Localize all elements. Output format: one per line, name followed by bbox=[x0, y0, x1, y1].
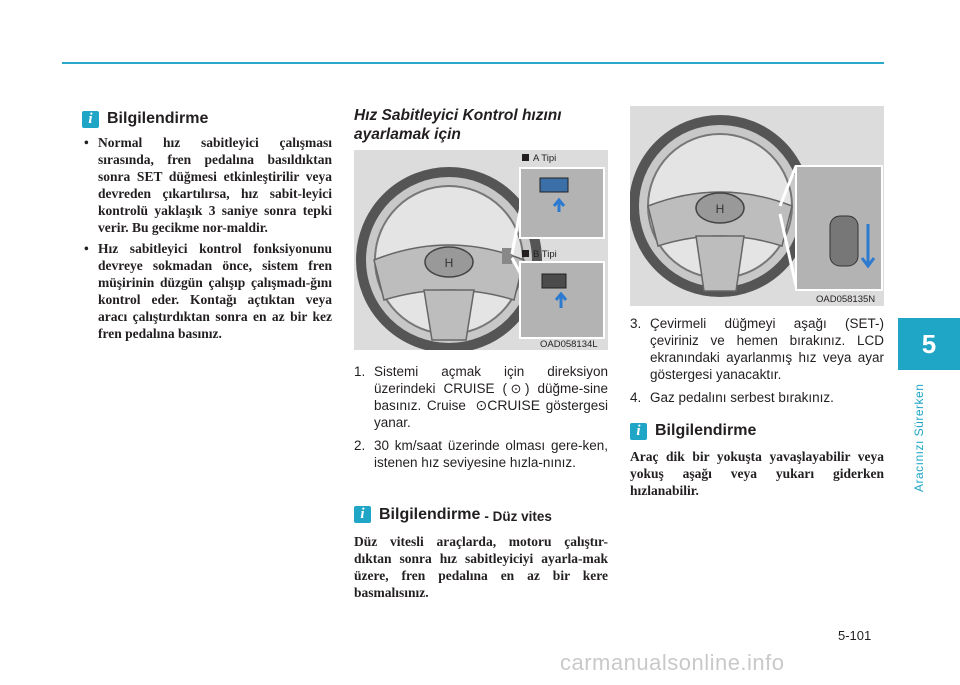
step-item: 3. Çevirmeli düğmeyi aşağı (SET-) çeviriniz ve hemen bırakınız. LCD ekranındaki ayarlanmış hız veya ayar göstergesi yanacaktır. bbox=[630, 316, 884, 382]
type-b-label: B Tipi bbox=[522, 249, 557, 260]
section-heading-line2: ayarlamak için bbox=[354, 126, 461, 143]
right-info-block bbox=[630, 422, 884, 499]
header-rule bbox=[62, 62, 884, 64]
figure-caption: OAD058135N bbox=[816, 294, 876, 305]
section-heading bbox=[354, 106, 608, 144]
info-text: Araç dik bir yokuşta yavaşlayabilir veya yokuş aşağı veya yukarı giderken hızlanabilir. bbox=[630, 449, 884, 498]
page-number: 5-101 bbox=[838, 628, 872, 643]
info-icon: i bbox=[82, 111, 99, 128]
info-title: Bilgilendirme bbox=[107, 110, 209, 127]
chapter-title: Aracınızı Sürerken bbox=[912, 383, 926, 492]
step-item: 1. Sistemi açmak için direksiyon üzerindeki CRUISE ( ⊙ ) düğme-sine basınız. Cruise ⊙CRUISE göstergesi yanar. bbox=[354, 364, 608, 430]
info-heading bbox=[630, 422, 884, 440]
square-bullet-icon bbox=[522, 154, 529, 161]
info-heading bbox=[354, 505, 608, 524]
step-item: 4. Gaz pedalını serbest bırakınız. bbox=[630, 390, 834, 405]
cruise-indicator: ⊙CRUISE bbox=[475, 397, 541, 413]
section-heading-line1: Hız Sabitleyici Kontrol hızını bbox=[354, 107, 562, 124]
square-bullet-icon bbox=[522, 250, 529, 257]
info-bullet-list bbox=[82, 134, 332, 342]
steering-wheel-dial-illustration bbox=[630, 106, 884, 306]
steering-wheel-illustration bbox=[354, 150, 608, 350]
middle-steps bbox=[354, 363, 608, 477]
info-suffix: - Düz vites bbox=[484, 509, 552, 524]
left-column bbox=[82, 110, 332, 346]
cruise-indicator-icon: ⊙ bbox=[475, 397, 488, 413]
type-a-label: A Tipi bbox=[522, 153, 556, 164]
figure-caption: OAD058134L bbox=[540, 339, 598, 350]
right-steps bbox=[630, 315, 884, 412]
info-title: Bilgilendirme bbox=[379, 505, 481, 523]
steering-figure-dial bbox=[630, 106, 884, 306]
manual-info-block bbox=[354, 505, 608, 601]
middle-column bbox=[354, 106, 608, 144]
step-item: 2. 30 km/saat üzerinde olması gere-ken, istenen hız seviyesine hızla-nınız. bbox=[354, 438, 608, 470]
info-bullet: • Normal hız sabitleyici çalışması sırasında, fren pedalına basıldıktan sonra SET düğmesi etkinleştirilir veya devreden çıkartılırsa, hız sabit-leyici kontrolü yaklaşık 3 saniye sonra tepki verir. Bu gecikme nor-maldir. bbox=[82, 134, 332, 236]
watermark: carmanualsonline.info bbox=[560, 650, 785, 675]
info-icon: i bbox=[354, 506, 371, 523]
svg-text:H: H bbox=[444, 256, 454, 270]
info-title: Bilgilendirme bbox=[655, 422, 757, 439]
info-text: Düz vitesli araçlarda, motoru çalıştır-dıktan sonra hız sabitleyiciyi ayarla-mak üzere, fren pedalına en az bir kere basmalısınız. bbox=[354, 534, 608, 600]
chapter-number: 5 bbox=[921, 328, 937, 359]
info-bullet: • Hız sabitleyici kontrol fonksiyonunu devreye sokmadan önce, sistem fren müşirinin düzgün çalışıp çalışmadı-ğını kontrol eder. Kontağı açtıktan veya aracı çalıştırdıktan sonra en az bir kez fren pedalına basınız. bbox=[82, 240, 332, 342]
chapter-tab bbox=[898, 318, 960, 370]
svg-text:H: H bbox=[715, 202, 725, 216]
info-icon: i bbox=[630, 423, 647, 440]
steering-figure-a-b bbox=[354, 150, 608, 350]
cruise-icon: ⊙ bbox=[510, 381, 522, 396]
info-heading bbox=[82, 110, 332, 128]
